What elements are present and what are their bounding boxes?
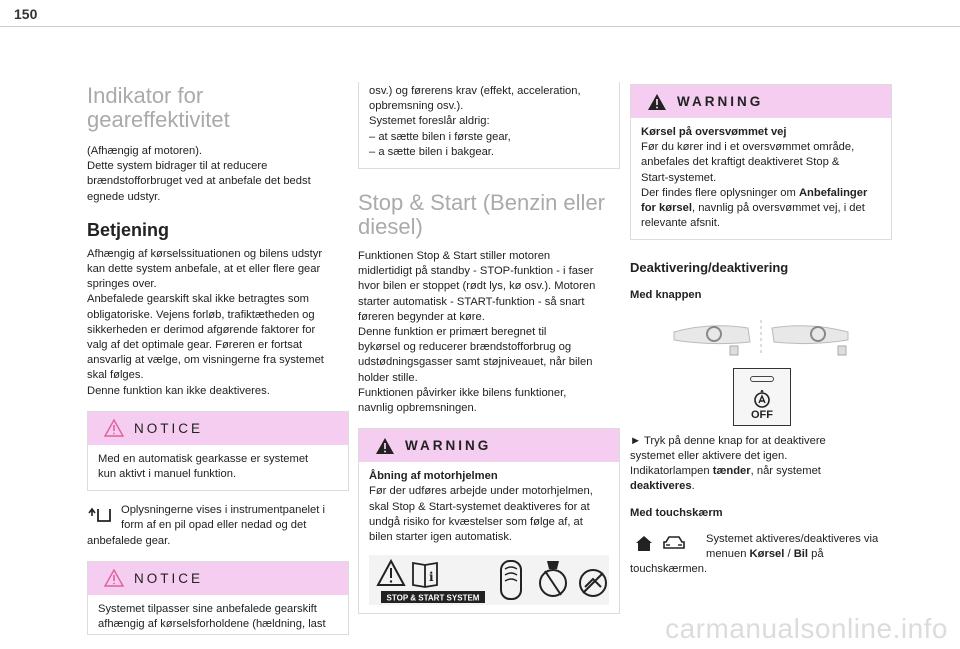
text-line: Dette system bidrager til at reducere: [87, 160, 268, 173]
text-line: anbefalede gear.: [87, 534, 171, 547]
text-line: (Afhængig af motoren).: [87, 145, 203, 157]
text-line: kan dette system anbefale, at et eller flere gear: [87, 263, 321, 276]
warning-label: WARNING: [677, 94, 764, 109]
stop-start-off-icon: [753, 390, 771, 408]
warning-triangle-icon: [375, 437, 395, 455]
warning-title: Kørsel på oversvømmet vej: [641, 126, 787, 138]
svg-text:i: i: [429, 570, 434, 585]
stop-start-paragraph: [358, 249, 620, 416]
notice-header: [88, 412, 348, 445]
text-line: obligatoriske. Vejens forløb, trafiktætheden og: [87, 308, 315, 321]
text-span: , navnlig på oversvømmet vej, i det: [691, 202, 865, 215]
indicator-light: [750, 376, 774, 382]
warning-box: [358, 428, 620, 614]
warning-label: WARNING: [405, 438, 492, 454]
page-number: 150: [14, 6, 38, 22]
column-3: [630, 84, 892, 577]
stop-start-icon-strip: [369, 555, 609, 605]
text-line: bykørsel og reducerer brændstofforbrug og: [358, 341, 572, 354]
text-line: hvor bilen er stoppet (rødt lys, kø osv.). Motoren: [358, 280, 596, 293]
notice-box-2: [87, 561, 349, 635]
text-line: kun aktivt i manuel funktion.: [98, 468, 237, 481]
text-line: skal følges.: [87, 369, 144, 382]
text-line: brændstofforbruget ved at anbefale det bedst: [87, 175, 311, 188]
text-span: , når systemet: [750, 465, 821, 478]
betjening-heading: Betjening: [87, 219, 170, 240]
text-span: /: [784, 547, 794, 560]
text-line: systemet eller aktivere det igen.: [630, 449, 788, 462]
text-span: menuen: [706, 547, 747, 560]
text-line: holder stille.: [358, 371, 418, 384]
text-line: Anbefalede gearskift skal ikke betragtes som: [87, 293, 310, 306]
home-icon: [634, 534, 654, 552]
text-line: Start-systemet.: [641, 171, 717, 184]
text-line: springes over.: [87, 278, 157, 291]
notice-label: NOTICE: [134, 570, 204, 586]
text-line: [630, 479, 892, 494]
text-line: egnede udstyr.: [87, 190, 161, 203]
car-icon: [662, 534, 686, 552]
notice-body: [359, 82, 619, 168]
knappen-heading: Med knappen: [630, 289, 702, 302]
text-line: udstødningsgasser samt støjniveauet, når bilen: [358, 356, 593, 369]
section-title-line1: Stop & Start (Benzin eller: [358, 190, 606, 216]
text-line: Afhængig af kørselssituationen og bilens udstyr: [87, 247, 323, 260]
text-line: Før der udføres arbejde under motorhjelmen,: [369, 485, 593, 498]
stop-start-pictogram: [369, 555, 611, 605]
text-span: Indikatorlampen: [630, 465, 710, 478]
text-line: Med en automatisk gearkasse er systemet: [98, 452, 309, 465]
section-title-line2: diesel): [358, 214, 423, 240]
text-line: navnlig opbremsningen.: [358, 402, 477, 415]
text-line: bilen starter igen automatisk.: [369, 531, 513, 544]
text-line: – at sætte bilen i første gear,: [369, 130, 511, 143]
text-line: Systemet foreslår aldrig:: [369, 115, 490, 128]
text-line: Systemet aktiveres/deaktiveres via: [706, 532, 879, 545]
text-line: Systemet tilpasser sine anbefalede gearskift: [98, 602, 317, 615]
watermark: carmanualsonline.info: [665, 613, 948, 644]
notice-triangle-icon: [104, 569, 124, 587]
text-line: skal Stop & Start-systemet deaktiveres for at: [369, 500, 590, 513]
warning-box-flood: [630, 84, 892, 240]
notice-triangle-icon: [104, 419, 124, 437]
text-line: – a sætte bilen i bakgear.: [369, 145, 495, 158]
tryk-paragraph: [630, 434, 892, 495]
text-line: touchskærmen.: [630, 563, 708, 576]
bold-span: deaktiveres: [630, 480, 692, 493]
notice-label: NOTICE: [134, 420, 204, 436]
touch-heading: Med touchskærm: [630, 507, 723, 520]
text-line: opbremsning osv.).: [369, 100, 464, 113]
warning-body: [359, 462, 619, 613]
text-span: Der findes flere oplysninger om: [641, 186, 796, 199]
header-divider: [0, 26, 960, 27]
off-label: OFF: [751, 408, 773, 421]
text-line: Denne funktion kan ikke deaktiveres.: [87, 384, 270, 397]
touch-info: [630, 532, 892, 578]
text-line: Oplysningerne vises i instrumentpanelet i: [121, 504, 325, 517]
bold-span: for kørsel: [641, 202, 692, 215]
section-title-line2: geareffektivitet: [87, 107, 230, 132]
text-span: .: [691, 480, 695, 493]
warning-header: [359, 429, 619, 462]
text-line: Funktionen påvirker ikke bilens funktioner,: [358, 386, 567, 399]
text-line: afhængig af kørselsforholdene (hældning, last: [98, 618, 326, 631]
bold-span: Kørsel: [749, 547, 785, 560]
text-line: [641, 201, 881, 216]
text-line: starter automatisk - START-funktion - så snart: [358, 295, 585, 308]
notice-body: [88, 445, 348, 490]
bold-span: Bil: [793, 547, 808, 560]
warning-triangle-icon: [647, 93, 667, 111]
notice-box-1: [87, 411, 349, 491]
text-line: [630, 464, 892, 479]
text-line: Denne funktion er primært beregnet til: [358, 326, 547, 339]
notice-box-continued: [358, 82, 620, 169]
text-line: Før du kører ind i et oversvømmet område,: [641, 141, 855, 154]
bold-span: tænder: [712, 465, 751, 478]
text-line: anbefales det kraftigt deaktiveret Stop &: [641, 156, 840, 169]
strip-label: STOP & START SYSTEM: [386, 593, 480, 603]
text-line: føreren begynder at køre.: [358, 310, 485, 323]
notice-body: [88, 595, 348, 634]
text-line: valg af det optimale gear. Føreren er fortsat: [87, 339, 303, 352]
text-line: Funktionen Stop & Start stiller motoren: [358, 250, 551, 263]
text-span: på: [808, 547, 824, 560]
intro-paragraph: [87, 144, 349, 205]
text-line: ► Tryk på denne knap for at deaktivere: [630, 434, 826, 447]
text-line: osv.) og førerens krav (effekt, acceleration,: [369, 85, 581, 97]
bold-span: Anbefalinger: [798, 186, 868, 199]
warning-header: [631, 85, 891, 118]
text-line: [641, 186, 881, 201]
text-line: ansvarlig at vælge, om visningerne fra systemet: [87, 354, 324, 367]
text-line: midlertidigt på standby - STOP-funktion - i faser: [358, 265, 594, 278]
stop-start-off-button[interactable]: [733, 368, 791, 426]
text-line: sikkerheden er derimod afgørende faktorer for: [87, 323, 316, 336]
warning-title: Åbning af motorhjelmen: [369, 470, 498, 483]
text-line: form af en pil opad eller nedad og det: [121, 519, 307, 532]
text-line: undgå risiko for kvæstelser som følge af, at: [369, 515, 583, 528]
notice-header: [88, 562, 348, 595]
section-title-line1: Indikator for: [87, 83, 204, 108]
gear-shift-icon: [87, 505, 113, 525]
gear-text: [87, 503, 349, 533]
warning-body: [631, 118, 891, 239]
touch-icons: [634, 534, 686, 552]
text-line: [706, 547, 892, 562]
column-1: [87, 84, 349, 635]
deakt-heading: Deaktivering/deaktivering: [630, 260, 789, 276]
gear-indicator-info: [87, 503, 349, 549]
dashboard-switch-illustration: [670, 318, 852, 358]
betjening-paragraph: [87, 247, 349, 399]
column-2: [358, 84, 620, 614]
text-line: relevante afsnit.: [641, 217, 720, 230]
